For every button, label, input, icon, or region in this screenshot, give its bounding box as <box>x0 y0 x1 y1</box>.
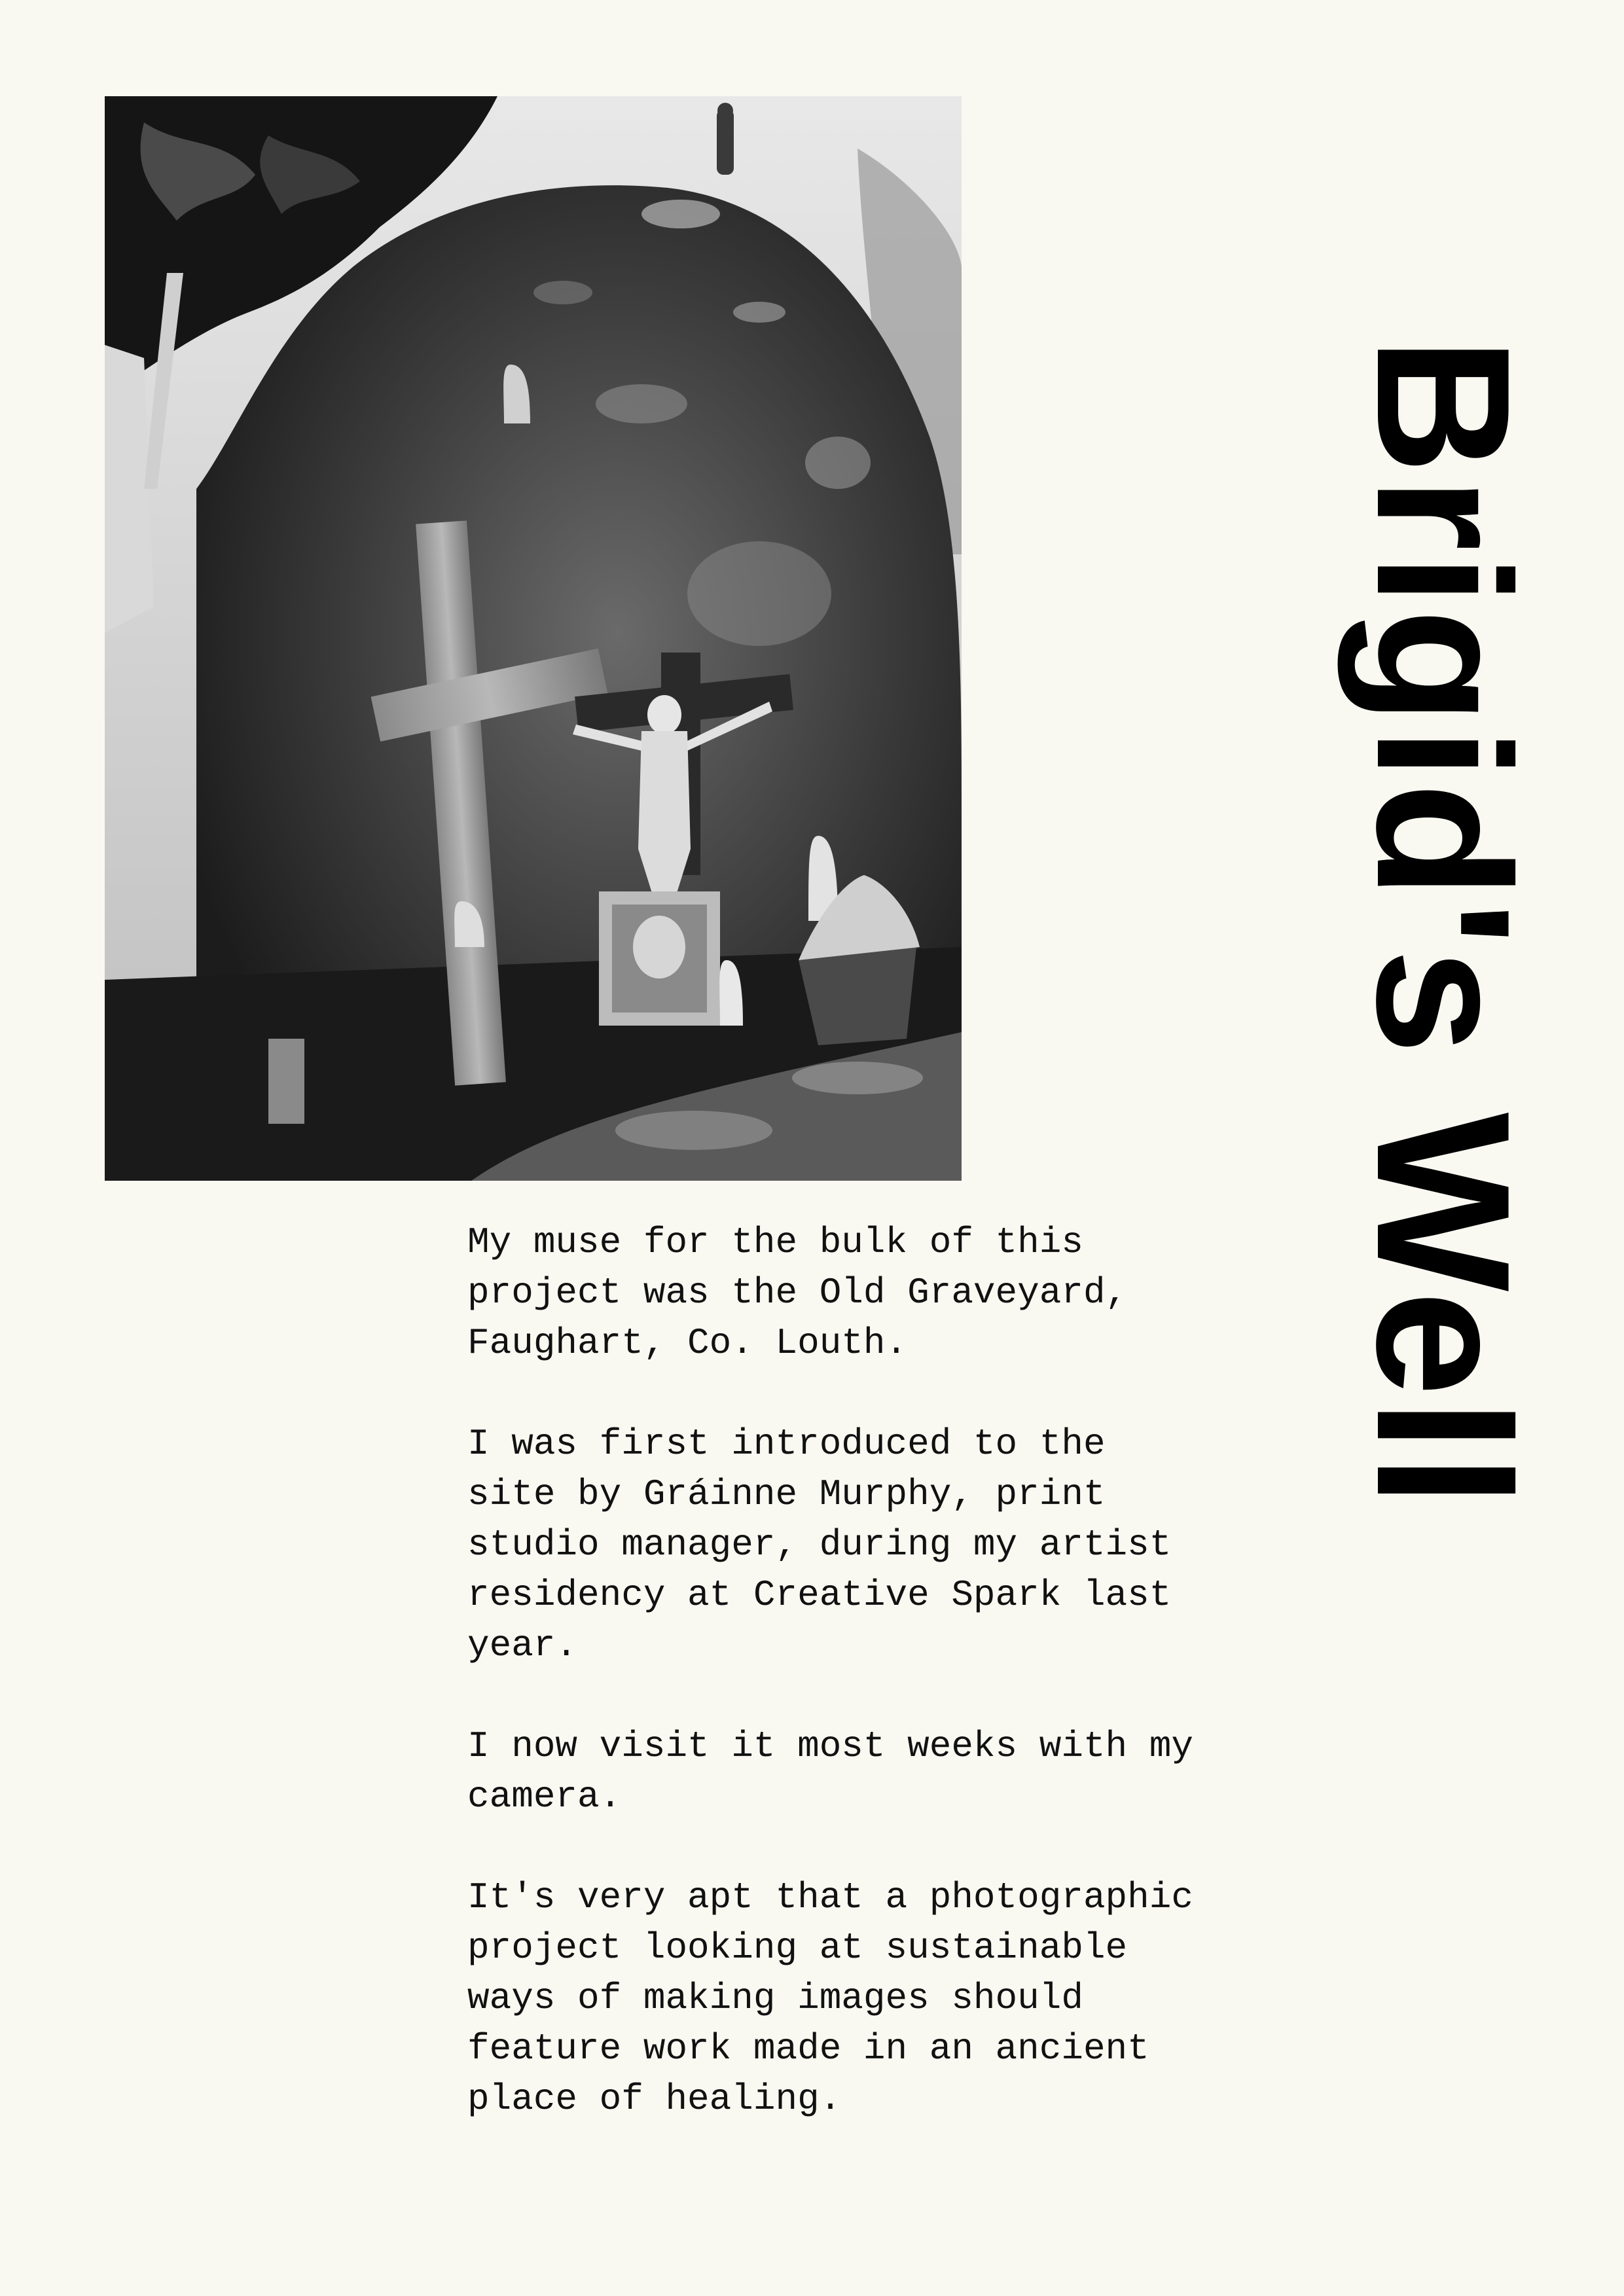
shrine-photo <box>105 96 962 1181</box>
paragraph-introduction: I was first introduced to the site by Gráinne Murphy, print studio manager, during my artist residency at Creative Spark last year. <box>467 1423 1172 1666</box>
page-title: Brigid's Well <box>1337 337 1549 1510</box>
paragraph-visits: I now visit it most weeks with my camera. <box>467 1725 1193 1818</box>
body-text <box>467 1217 1272 2175</box>
cross-shrine-photo-icon <box>105 96 962 1181</box>
paragraph-muse: My muse for the bulk of this project was the Old Graveyard, Faughart, Co. Louth. <box>467 1221 1128 1364</box>
title-container <box>1339 337 1548 1862</box>
paragraph-healing: It's very apt that a photographic project looking at sustainable ways of making images should feature work made in an ancient place of healing. <box>467 1876 1193 2120</box>
